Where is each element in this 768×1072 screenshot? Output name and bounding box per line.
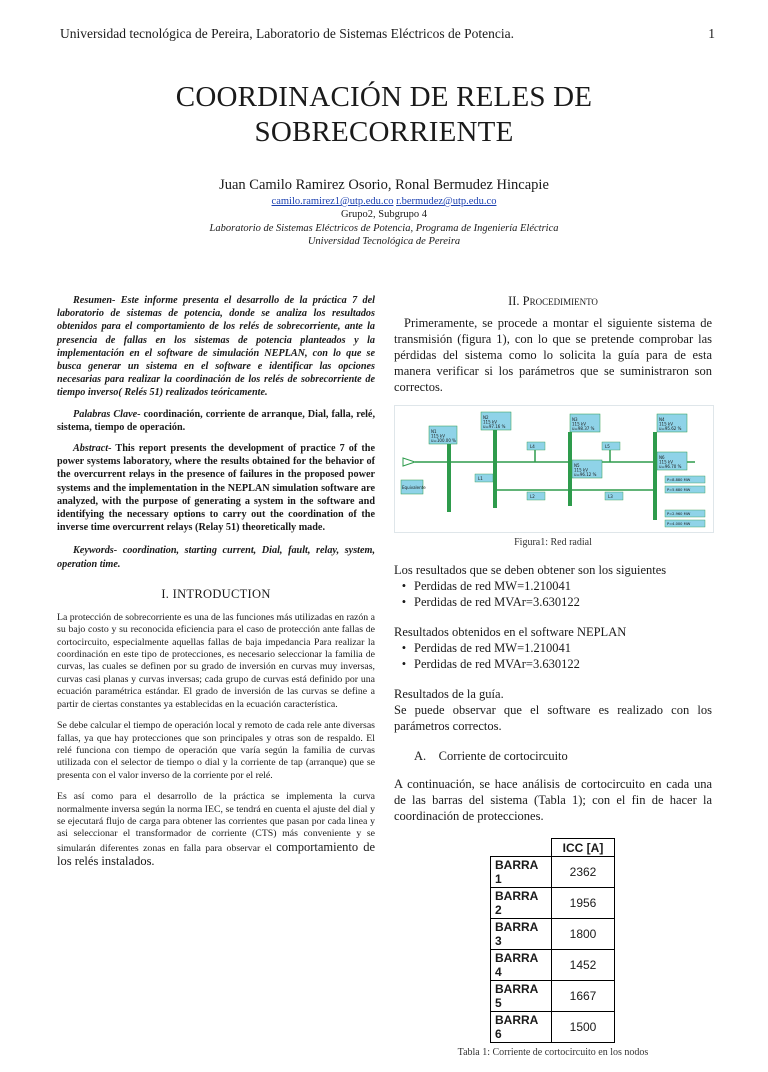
keywords-text: coordination, starting current, Dial, fault, relay, system, operation time.	[57, 545, 375, 570]
proc-paragraph: Primeramente, se procede a montar el siguiente sistema de transmisión (figura 1), con lo que se pretende comprobar las pérdidas del sistema como lo solicita la guía para de esta manera verificar si los parámetros que se suministraron son correctos.	[394, 316, 712, 394]
subsection-a-label: A.	[414, 749, 427, 763]
line-l5-label: L5	[605, 444, 610, 449]
intro-paragraph-3	[57, 791, 375, 869]
node-n3-label: N3 115 kV u=98.37 %	[572, 417, 595, 432]
bus-bar-4	[653, 432, 657, 520]
bus-name: BARRA 3	[491, 919, 552, 950]
introduction-heading: I. INTRODUCTION	[161, 586, 271, 601]
table-row	[491, 888, 615, 919]
figure-caption: Figura1: Red radial	[514, 537, 592, 548]
icc-table-header-row	[491, 839, 615, 857]
expected-list	[394, 578, 712, 610]
node-n2-label: N2 115 kV u=97.16 %	[483, 415, 506, 430]
neplan-item-mw: • Perdidas de red MW=1.210041	[414, 640, 712, 656]
icc-value: 1667	[552, 981, 615, 1012]
abstract-text: This report presents the development of practice 7 of the power systems laboratory, where the results obtained for the behavior of the overcurrent relays in the presence of failures in the proposed power systems and the implementation in the NEPLAN simulation software are analyzed, with the purpose of generating a system in the software and identifying the necessary options to carry out the coordination of the inverse time overcurrent relays (Relay 51) theoretically made.	[57, 443, 375, 534]
neplan-intro: Resultados obtenidos en el software NEPLAN	[394, 625, 627, 639]
resumen-lead: Resumen-	[73, 295, 116, 306]
subsection-a-heading	[414, 748, 712, 764]
authors: Juan Camilo Ramirez Osorio, Ronal Bermudez Hincapie	[219, 177, 549, 193]
table-caption: Tabla 1: Corriente de cortocircuito en los nodos	[457, 1047, 649, 1058]
title-line-1: COORDINACIÓN DE RELES DE	[175, 81, 593, 113]
title-line-2: SOBRECORRIENTE	[254, 116, 514, 148]
affiliation	[0, 222, 768, 248]
running-header	[60, 26, 715, 42]
right-column	[394, 294, 712, 1072]
table-row	[491, 981, 615, 1012]
expected-intro: Los resultados que se deben obtener son los siguientes	[394, 563, 667, 577]
guia-line-1: Resultados de la guía.	[394, 687, 504, 701]
neplan-item-mvar: • Perdidas de red MVAr=3.630122	[414, 656, 712, 672]
keywords-paragraph	[57, 544, 375, 570]
short-circuit-paragraph: A continuación, se hace análisis de cortocircuito en cada una de las barras del sistema (Tabla 1); con el fin de hacer la coordinación de protecciones.	[394, 777, 712, 823]
expected-item-mw: • Perdidas de red MW=1.210041	[414, 578, 712, 594]
subsection-a-title: Corriente de cortocircuito	[438, 749, 568, 763]
load-2-label: P=5.680 MW	[667, 488, 691, 492]
icc-value: 1800	[552, 919, 615, 950]
guia-line-2: Se puede observar que el software es realizado con los parámetros correctos.	[394, 703, 712, 733]
palabras-text: - coordinación, corriente de arranque, Dial, falla, relé, sistema, tiempo de operación.	[57, 408, 375, 433]
email-link-2[interactable]: r.bermudez@utp.edu.co	[396, 196, 497, 207]
node-n1-label: N1 115 kV u=100.00 %	[431, 429, 456, 444]
icc-value: 1956	[552, 888, 615, 919]
node-n6	[657, 452, 687, 470]
node-n4-label: N4 115 kV u=95.62 %	[659, 417, 682, 432]
line-l1-label: L1	[478, 476, 483, 481]
procedimiento-heading	[394, 294, 712, 309]
source-symbol	[403, 458, 415, 466]
node-n3	[570, 414, 600, 432]
table-row	[491, 1012, 615, 1043]
resumen-paragraph	[57, 294, 375, 400]
running-title: Universidad tecnológica de Pereira, Laboratorio de Sistemas Eléctricos de Potencia.	[60, 26, 514, 41]
load-3-label: P=2.960 MW	[667, 512, 691, 516]
bus-bar-3	[568, 432, 572, 506]
icc-header: ICC [A]	[552, 839, 615, 857]
resumen-text: Este informe presenta el desarrollo de la práctica 7 del laboratorio de sistemas de potencia, donde se analiza los resultados obtenidos para el comportamiento de los relés de sobrecorriente, ante la presencia de fallas en los sistemas de potencia planteados y la implementación en el software de simulación NEPLAN, con lo que se busca generar un sistema en el software e identificar las opciones necesarias para realizar la coordinación de los relés de sobrecorriente de tiempo inverso( Relés 51) realizados teóricamente.	[57, 295, 375, 399]
abstract-paragraph	[57, 442, 375, 534]
node-n2	[481, 412, 511, 430]
bus-name: BARRA 1	[491, 857, 552, 888]
affiliation-line-1: Laboratorio de Sistemas Eléctricos de Potencia, Programa de Ingeniería Eléctrica	[209, 223, 559, 234]
line-l2-label: L2	[530, 494, 535, 499]
affiliation-line-2: Universidad Tecnológica de Pereira	[307, 236, 461, 247]
intro-paragraph-2: Se debe calcular el tiempo de operación local y remoto de cada rele ante diversas fallas, ya que hay protecciones que son principales y otras son de respaldo. El relé funciona con tiempo de operación que varía según la familia de curvas utilizada con el selector de tiempo o dial y la corriente de tap (arranque) que se presenta con el valor inverso de la corriente por el relé.	[57, 720, 375, 781]
load-1-label: P=8.880 MW	[667, 478, 691, 482]
radial-network-diagram	[395, 406, 713, 532]
expected-item-mvar: • Perdidas de red MVAr=3.630122	[414, 594, 712, 610]
keywords-lead: Keywords-	[73, 545, 118, 557]
email-link-1[interactable]: camilo.ramirez1@utp.edu.co	[271, 196, 394, 207]
neplan-list	[394, 640, 712, 672]
abstract-lead: Abstract-	[73, 443, 112, 455]
icc-value: 1452	[552, 950, 615, 981]
bus-bar-2	[493, 422, 497, 508]
author-emails	[0, 196, 768, 207]
palabras-clave-paragraph	[57, 408, 375, 434]
proc-title: Procedimiento	[522, 294, 598, 308]
proc-number: II.	[508, 294, 520, 308]
bus-name: BARRA 5	[491, 981, 552, 1012]
node-n5	[572, 460, 602, 478]
paper-title	[0, 80, 768, 150]
source-label: Equivalente	[402, 485, 426, 490]
line-l4-label: L4	[530, 444, 535, 449]
node-n1	[429, 426, 457, 444]
table-row	[491, 919, 615, 950]
line-l3-label: L3	[608, 494, 613, 499]
intro-paragraph-3-text: Es así como para el desarrollo de la práctica se implementa la curva normalmente inversa según la norma IEC, se tendrá en cuenta el ajuste del dial y se ejecutará flujo de carga para obtener las corrientes que pasan por cada linea y asi seleccionar el transformador de corriente (CTS) más conveniente y se simularán diferentes zonas en falla para observar el	[57, 791, 375, 854]
page-number: 1	[708, 26, 715, 41]
intro-paragraph-1: La protección de sobrecorriente es una de las funciones más utilizadas en razón a su bajo costo y su reconocida eficiencia para el caso de protección ante fallas de cortocircuito, especialmente aquellas fallas de baja impedancia Para realizar la coordinación en este tipo de protecciones, es necesario seleccionar la familia de curvas, las cuales se definen por su grado de inversión en curvas muy inversas, curvas casi planas y curvas inversas; cada grupo de curvas está definido por una ecuación paramétrica estándar. El grado de inversión de las curvas se define a partir de ciertas constantes ya establecidas en la ecuación característica.	[57, 611, 375, 710]
load-4-label: P=4.000 MW	[667, 522, 691, 526]
table-row	[491, 857, 615, 888]
bus-name: BARRA 6	[491, 1012, 552, 1043]
icc-value: 1500	[552, 1012, 615, 1043]
icc-value: 2362	[552, 857, 615, 888]
node-n6-label: N6 115 kV u=96.70 %	[659, 455, 682, 470]
left-column	[57, 294, 375, 879]
group-line: Grupo2, Subgrupo 4	[340, 209, 428, 220]
node-n5-label: N5 115 kV u=96.12 %	[574, 463, 597, 478]
figure-radial-network	[394, 405, 714, 533]
bus-name: BARRA 2	[491, 888, 552, 919]
bus-name: BARRA 4	[491, 950, 552, 981]
palabras-lead: Palabras Clave	[73, 408, 138, 420]
icc-table	[490, 838, 615, 1043]
table-row	[491, 950, 615, 981]
node-n4	[657, 414, 687, 432]
intro-paragraph-3-tail: comportamiento de los relés instalados.	[57, 839, 375, 869]
